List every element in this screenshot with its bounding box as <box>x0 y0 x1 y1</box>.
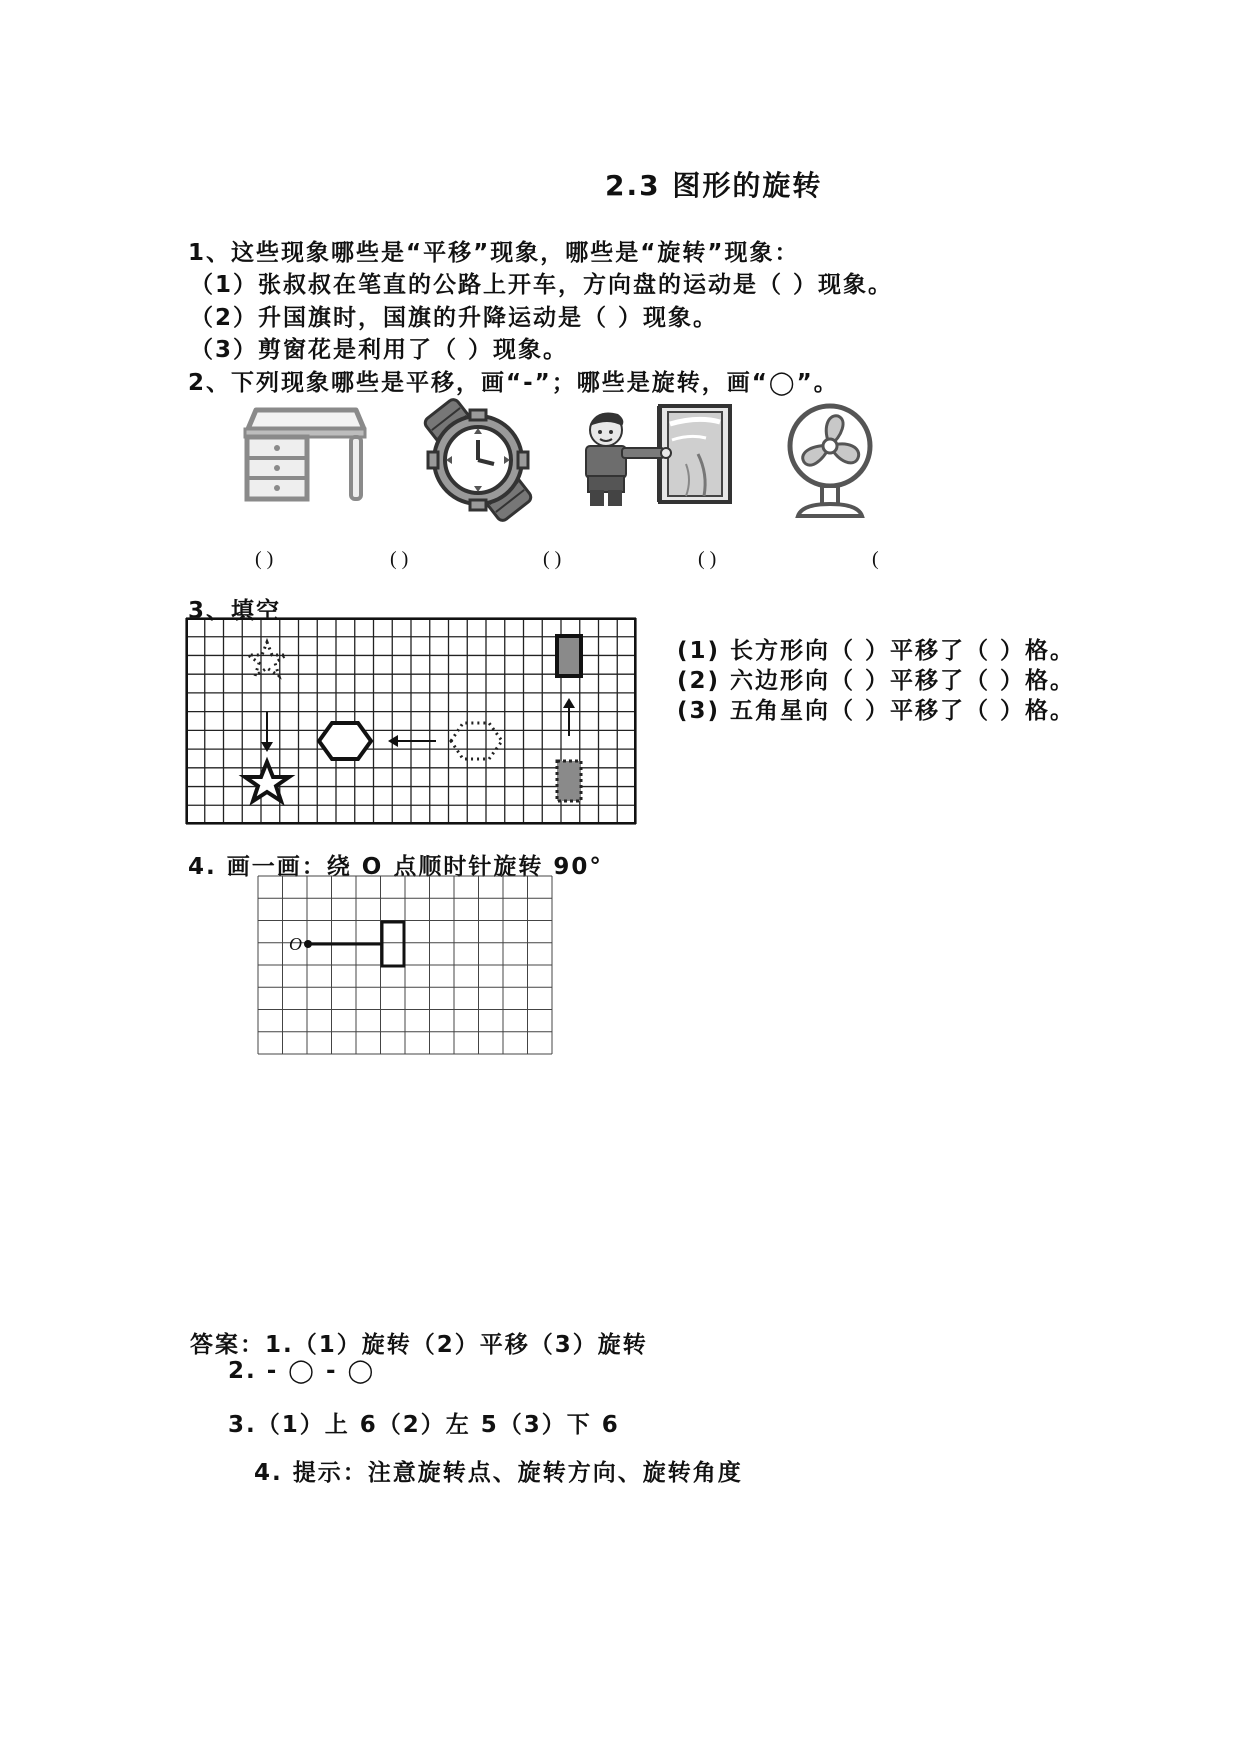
q4-rotation-grid[interactable] <box>258 876 552 1054</box>
answer-3: 3.（1）上 6（2）左 5（3）下 6 <box>228 1412 620 1438</box>
q2-heading: 2、下列现象哪些是平移，画“-”；哪些是旋转，画“◯”。 <box>188 370 839 396</box>
q2-blank-3: ( ) <box>543 548 562 570</box>
arrow-left-icon <box>388 735 398 747</box>
answer-1: 答案：1.（1）旋转（2）平移（3）旋转 <box>190 1332 648 1358</box>
q3-heading: 3、填空 <box>188 598 282 624</box>
q4-heading: 4. 画一画：绕 O 点顺时针旋转 90° <box>188 854 603 880</box>
arrow-up-icon <box>563 698 575 708</box>
arrow-down-icon <box>261 742 273 752</box>
dotted-rectangle-original <box>557 761 581 801</box>
wristwatch-picture <box>408 398 548 522</box>
rotation-rectangle <box>382 922 404 966</box>
q1-heading: 1、这些现象哪些是“平移”现象，哪些是“旋转”现象： <box>188 240 800 266</box>
point-o-label: O <box>289 934 302 954</box>
answer-4: 4. 提示：注意旋转点、旋转方向、旋转角度 <box>254 1460 743 1486</box>
q3-translation-grid <box>186 618 636 824</box>
page-title: 2.3 图形的旋转 <box>605 169 823 202</box>
answer-2: 2. - ◯ - ◯ <box>228 1358 376 1384</box>
q1-item-3: （3）剪窗花是利用了（ ）现象。 <box>190 337 569 363</box>
q2-blank-4: ( ) <box>698 548 717 570</box>
q3-item-2: (2) 六边形向（ ）平移了（ ）格。 <box>677 668 1076 694</box>
q1-item-1: （1）张叔叔在笔直的公路上开车，方向盘的运动是（ ）现象。 <box>190 272 894 298</box>
rectangle-translated <box>557 636 581 676</box>
electric-fan-picture <box>784 404 880 520</box>
q1-item-2: （2）升国旗时，国旗的升降运动是（ ）现象。 <box>190 305 719 331</box>
q2-blank-5: ( <box>872 548 879 570</box>
desk-picture <box>240 404 370 504</box>
boy-opening-sliding-window-picture <box>578 404 734 508</box>
q2-blank-2: ( ) <box>390 548 409 570</box>
q3-item-1: (1) 长方形向（ ）平移了（ ）格。 <box>677 638 1076 664</box>
q3-item-3: (3) 五角星向（ ）平移了（ ）格。 <box>677 698 1076 724</box>
dotted-hexagon-original <box>451 723 502 759</box>
hexagon-translated <box>319 723 371 759</box>
rotation-point-o <box>304 940 312 948</box>
q2-blank-1: ( ) <box>255 548 274 570</box>
